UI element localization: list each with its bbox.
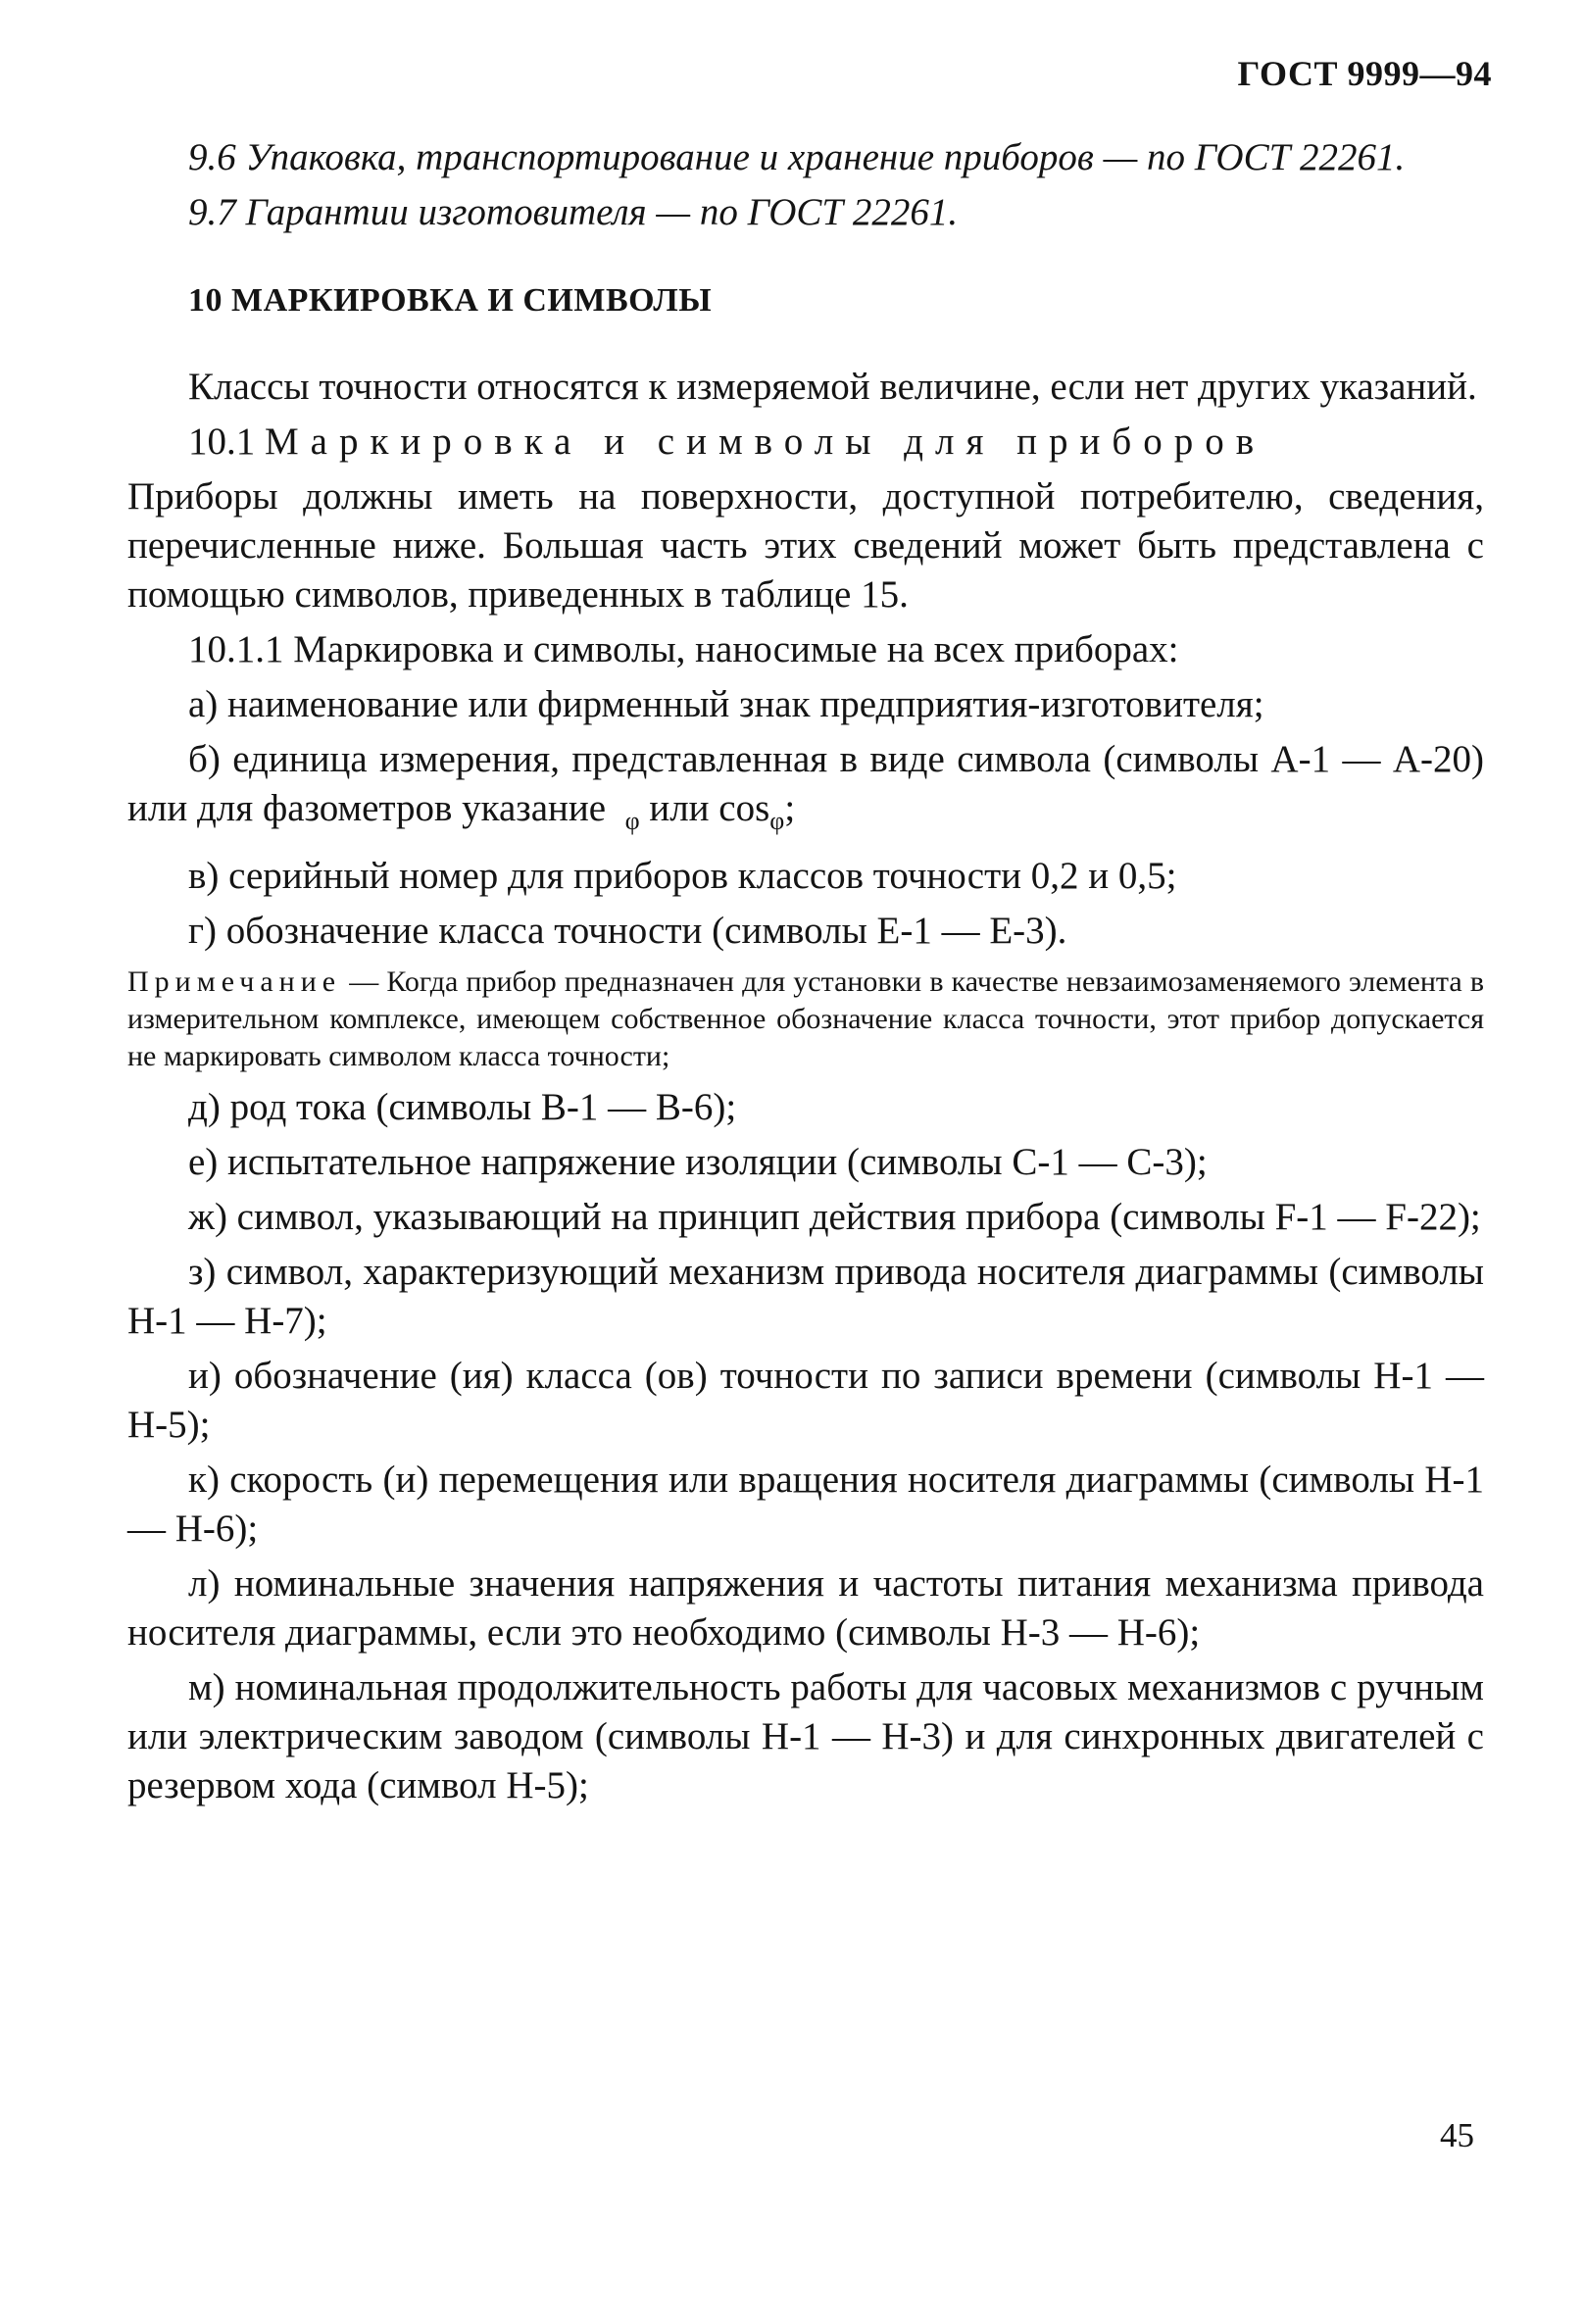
note-text: — Когда прибор предназначен для установки в качестве невзаимозаменяемого элемента в измерительном комплексе, имеющем собственное обозначение класса точности, этот прибор допускается не маркировать символом класса точности; — [127, 964, 1484, 1072]
item-b-text: б) единица измерения, представленная в виде символа (символы А-1 — А-20) или для фазометров указание — [127, 738, 1484, 829]
item-b-or-cos: или cos — [649, 787, 770, 829]
item-l: л) номинальные значения напряжения и частоты питания механизма привода носителя диаграммы, если это необходимо (символы Н-3 — Н-6); — [127, 1561, 1484, 1654]
subsection-10-1-number: 10.1 — [188, 420, 256, 463]
subsection-10-1-text: Приборы должны иметь на поверхности, доступной потребителю, сведения, перечисленные ниже. Большая часть этих сведений может быть представлена с помощью символов, приведенных в таблице 15. — [127, 475, 1484, 616]
note-label: Примечание — [127, 964, 342, 998]
document-header: ГОСТ 9999—94 — [1237, 54, 1492, 93]
section-10-title: 10 МАРКИРОВКА И СИМВОЛЫ — [188, 282, 713, 319]
item-g: г) обозначение класса точности (символы Е-1 — Е-3). — [188, 909, 1067, 952]
item-z: з) символ, характеризующий механизм привода носителя диаграммы (символы Н-1 — Н-7); — [127, 1250, 1484, 1342]
item-k: к) скорость (и) перемещения или вращения носителя диаграммы (символы Н-1 — Н-6); — [127, 1458, 1484, 1550]
item-a: а) наименование или фирменный знак предприятия-изготовителя; — [188, 683, 1264, 725]
item-d: д) род тока (символы В-1 — В-6); — [188, 1085, 737, 1128]
page-number: 45 — [1440, 2116, 1474, 2154]
item-b-phi-sub: φ — [769, 806, 785, 835]
item-e: е) испытательное напряжение изоляции (символы С-1 — С-3); — [188, 1140, 1208, 1183]
item-m: м) номинальная продолжительность работы для часовых механизмов с ручным или электрическим заводом (символы Н-1 — Н-3) и для синхронных двигателей с резервом хода (символ Н-5); — [127, 1665, 1484, 1806]
item-b-end: ; — [784, 787, 796, 829]
item-i: и) обозначение (ия) класса (ов) точности по записи времени (символы Н-1 — Н-5); — [127, 1354, 1484, 1446]
item-zh: ж) символ, указывающий на принцип действия прибора (символы F-1 — F-22); — [188, 1195, 1481, 1238]
paragraph-9-6: 9.6 Упаковка, транспортирование и хранение приборов — по ГОСТ 22261. — [188, 136, 1406, 178]
item-v: в) серийный номер для приборов классов точности 0,2 и 0,5; — [188, 854, 1177, 897]
section-10-intro: Классы точности относятся к измеряемой величине, если нет других указаний. — [188, 366, 1477, 408]
subsection-10-1-title: Маркировка и символы для приборов — [265, 420, 1266, 463]
paragraph-9-7: 9.7 Гарантии изготовителя — по ГОСТ 22261. — [188, 191, 959, 233]
subsection-10-1-heading — [127, 418, 1484, 467]
item-b — [127, 735, 1484, 846]
document-body — [127, 133, 1484, 1816]
note — [127, 964, 1484, 1075]
subsection-10-1-1: 10.1.1 Маркировка и символы, наносимые на всех приборах: — [188, 628, 1179, 670]
item-b-phi: φ — [624, 806, 640, 835]
